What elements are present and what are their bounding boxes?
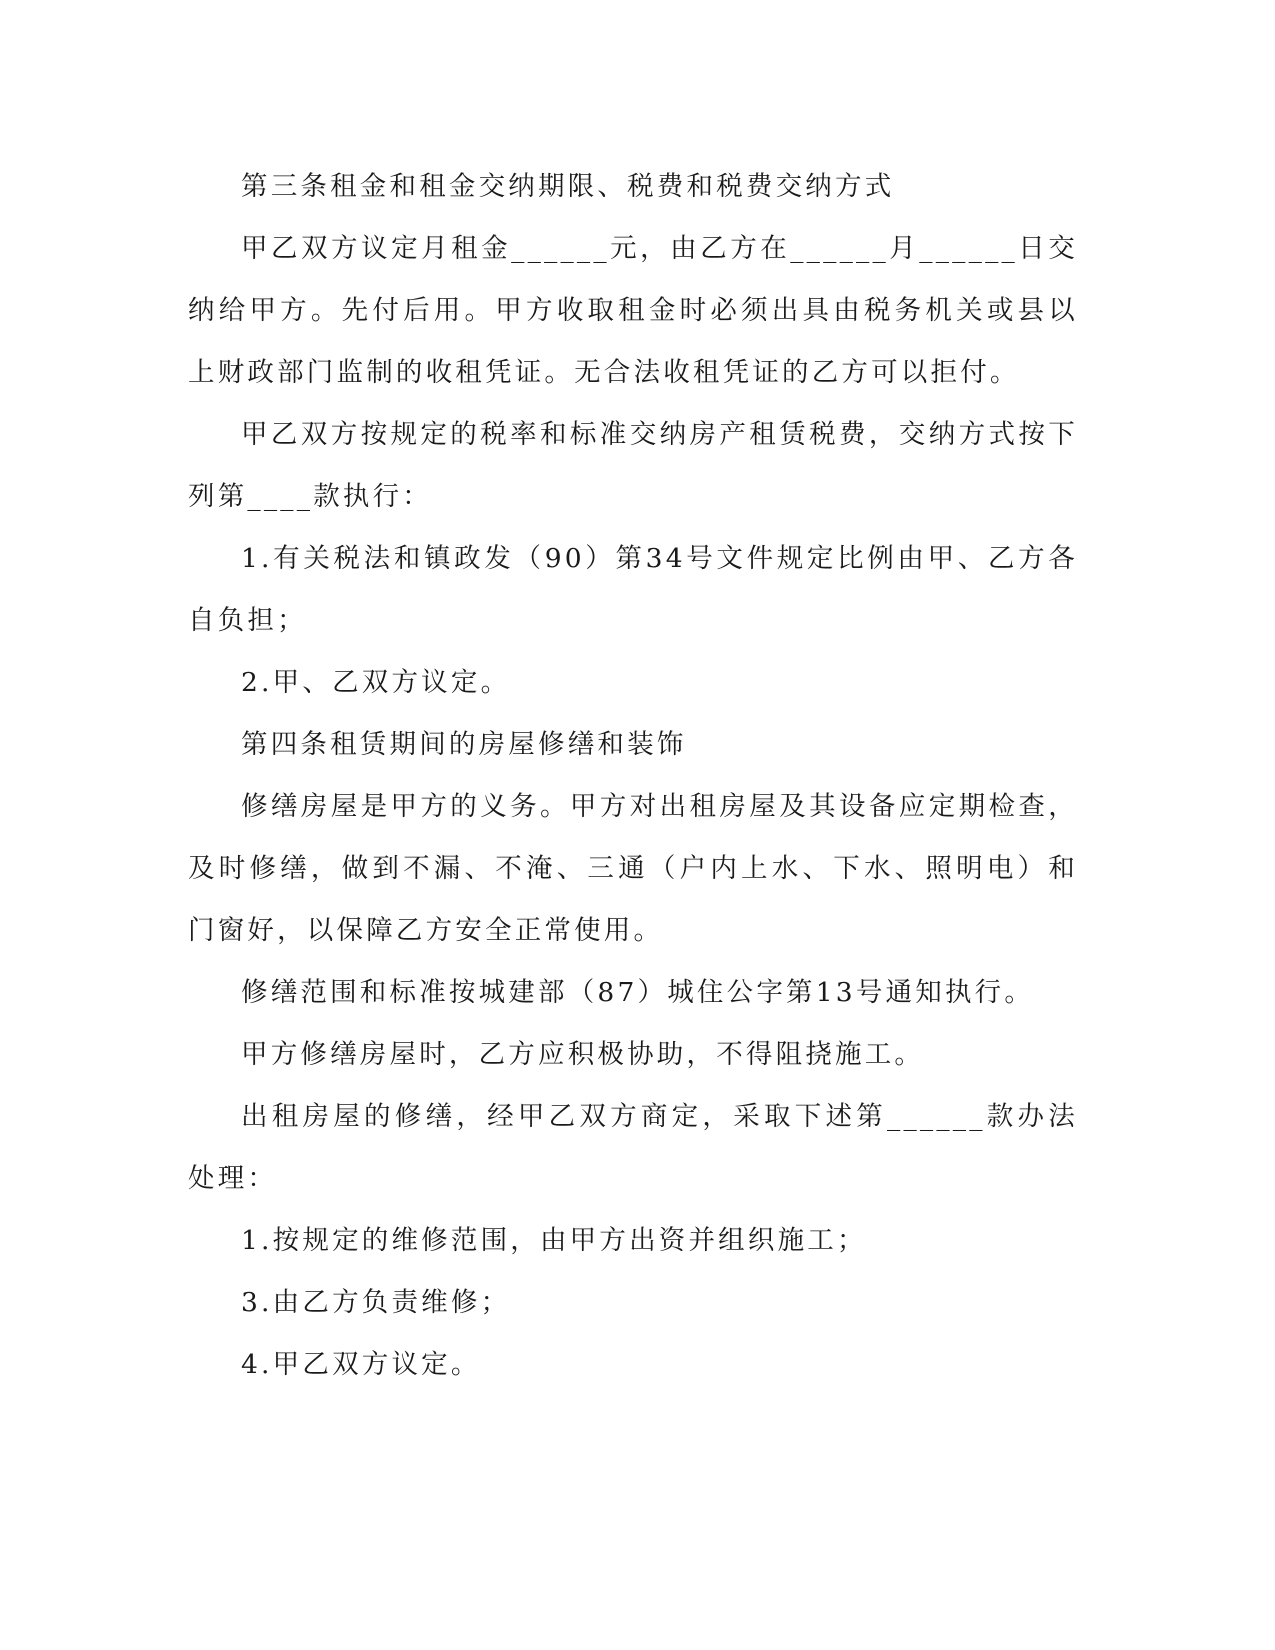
- tax-payment-paragraph: 甲乙双方按规定的税率和标准交纳房产租赁税费，交纳方式按下列第____款执行：: [188, 419, 1078, 512]
- rent-payment-paragraph: 甲乙双方议定月租金______元，由乙方在______月______日交纳给甲方。先付后用。甲方收取租金时必须出具由税务机关或县以上财政部门监制的收租凭证。无合法收租凭证的乙方可以拒付。: [188, 233, 1078, 388]
- document-body: [188, 156, 1078, 1396]
- repair-option-1: 1.按规定的维修范围，由甲方出资并组织施工；: [241, 1225, 867, 1256]
- repair-option-3: 3.由乙方负责维修；: [241, 1287, 511, 1318]
- repair-option-4: 4.甲乙双方议定。: [241, 1349, 481, 1380]
- repair-obligation-paragraph: 修缮房屋是甲方的义务。甲方对出租房屋及其设备应定期检查，及时修缮，做到不漏、不淹、三通（户内上水、下水、照明电）和门窗好，以保障乙方安全正常使用。: [188, 791, 1078, 946]
- tax-option-1: 1.有关税法和镇政发（90）第34号文件规定比例由甲、乙方各自负担；: [188, 543, 1078, 636]
- repair-scope-paragraph: 修缮范围和标准按城建部（87）城住公字第13号通知执行。: [241, 977, 1035, 1008]
- repair-cooperation-paragraph: 甲方修缮房屋时，乙方应积极协助，不得阻挠施工。: [241, 1039, 925, 1070]
- repair-method-paragraph: 出租房屋的修缮，经甲乙双方商定，采取下述第______款办法处理：: [188, 1101, 1078, 1194]
- article-4-heading: 第四条租赁期间的房屋修缮和装饰: [241, 729, 687, 760]
- tax-option-2: 2.甲、乙双方议定。: [241, 667, 511, 698]
- article-3-heading: 第三条租金和租金交纳期限、税费和税费交纳方式: [241, 171, 895, 202]
